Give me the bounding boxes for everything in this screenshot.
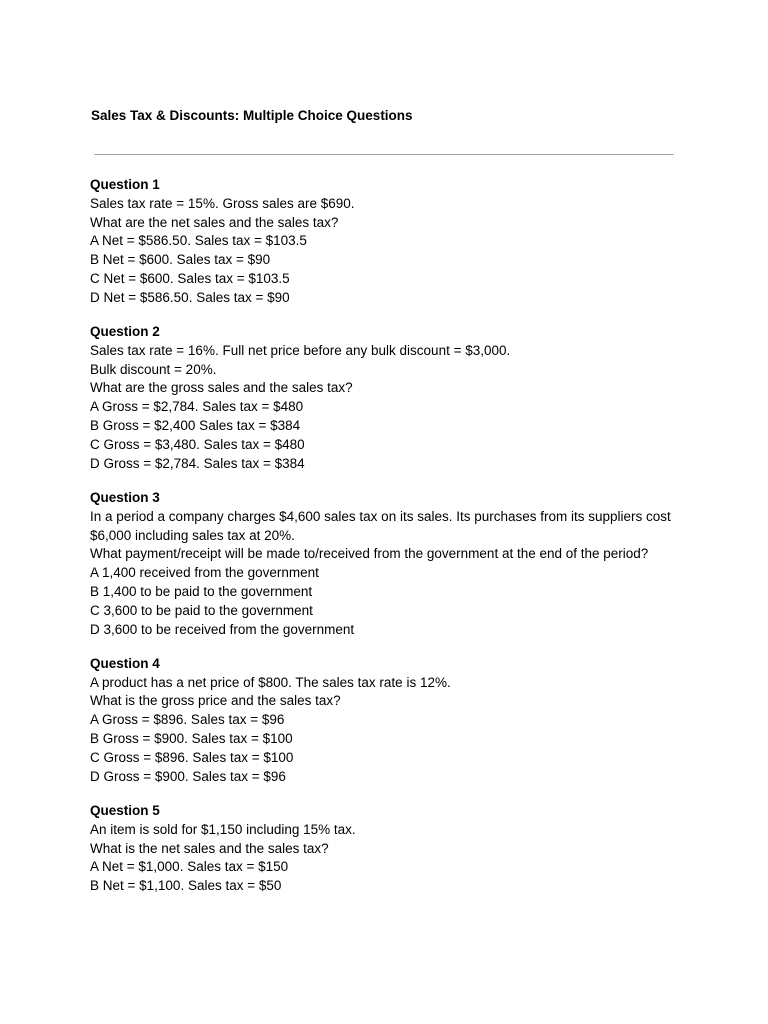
question-4 bbox=[90, 655, 675, 787]
question-1 bbox=[90, 176, 675, 308]
question-heading: Question 1 bbox=[90, 177, 160, 192]
question-3 bbox=[90, 489, 675, 639]
answer-option: B Net = $600. Sales tax = $90 bbox=[90, 252, 271, 268]
question-prompt: What is the gross price and the sales tax? bbox=[90, 693, 341, 709]
answer-option: C 3,600 to be paid to the government bbox=[90, 602, 313, 618]
question-5 bbox=[90, 802, 675, 896]
answer-option: A Net = $1,000. Sales tax = $150 bbox=[90, 859, 289, 875]
answer-option: B Gross = $900. Sales tax = $100 bbox=[90, 731, 293, 747]
answer-option: D Gross = $900. Sales tax = $96 bbox=[90, 768, 286, 784]
question-heading: Question 2 bbox=[90, 324, 160, 340]
question-stem: An item is sold for $1,150 including 15% tax. bbox=[90, 821, 356, 837]
question-stem: In a period a company charges $4,600 sales tax on its sales. Its purchases from its suppliers cost $6,000 including sales tax at 20%. bbox=[90, 508, 671, 543]
question-stem: Sales tax rate = 15%. Gross sales are $690. bbox=[90, 195, 355, 211]
answer-option: D 3,600 to be received from the government bbox=[90, 621, 355, 637]
question-prompt: What are the gross sales and the sales tax? bbox=[90, 380, 353, 396]
answer-option: C Net = $600. Sales tax = $103.5 bbox=[90, 270, 290, 286]
answer-option: B Net = $1,100. Sales tax = $50 bbox=[90, 878, 282, 894]
answer-option: A Gross = $896. Sales tax = $96 bbox=[90, 712, 285, 728]
answer-option: B 1,400 to be paid to the government bbox=[90, 583, 313, 599]
answer-option: C Gross = $896. Sales tax = $100 bbox=[90, 749, 294, 765]
answer-option: C Gross = $3,480. Sales tax = $480 bbox=[90, 436, 305, 452]
question-stem: A product has a net price of $800. The sales tax rate is 12%. bbox=[90, 674, 451, 690]
answer-option: A Gross = $2,784. Sales tax = $480 bbox=[90, 399, 304, 415]
answer-option: D Gross = $2,784. Sales tax = $384 bbox=[90, 455, 305, 471]
question-heading: Question 5 bbox=[90, 802, 160, 818]
question-prompt: What payment/receipt will be made to/received from the government at the end of the period? bbox=[90, 546, 649, 562]
question-heading: Question 4 bbox=[90, 655, 160, 671]
answer-option: A Net = $586.50. Sales tax = $103.5 bbox=[90, 233, 307, 249]
question-2 bbox=[90, 323, 675, 473]
answer-option: D Net = $586.50. Sales tax = $90 bbox=[90, 289, 290, 305]
question-stem: Sales tax rate = 16%. Full net price before any bulk discount = $3,000. bbox=[90, 342, 511, 358]
title-divider bbox=[94, 154, 674, 155]
document-title: Sales Tax & Discounts: Multiple Choice Questions bbox=[91, 108, 413, 123]
question-stem: Bulk discount = 20%. bbox=[90, 361, 217, 377]
question-heading: Question 3 bbox=[90, 489, 160, 505]
question-prompt: What is the net sales and the sales tax? bbox=[90, 840, 329, 856]
question-list bbox=[90, 176, 675, 911]
answer-option: A 1,400 received from the government bbox=[90, 565, 319, 581]
question-prompt: What are the net sales and the sales tax? bbox=[90, 214, 339, 230]
answer-option: B Gross = $2,400 Sales tax = $384 bbox=[90, 418, 301, 434]
